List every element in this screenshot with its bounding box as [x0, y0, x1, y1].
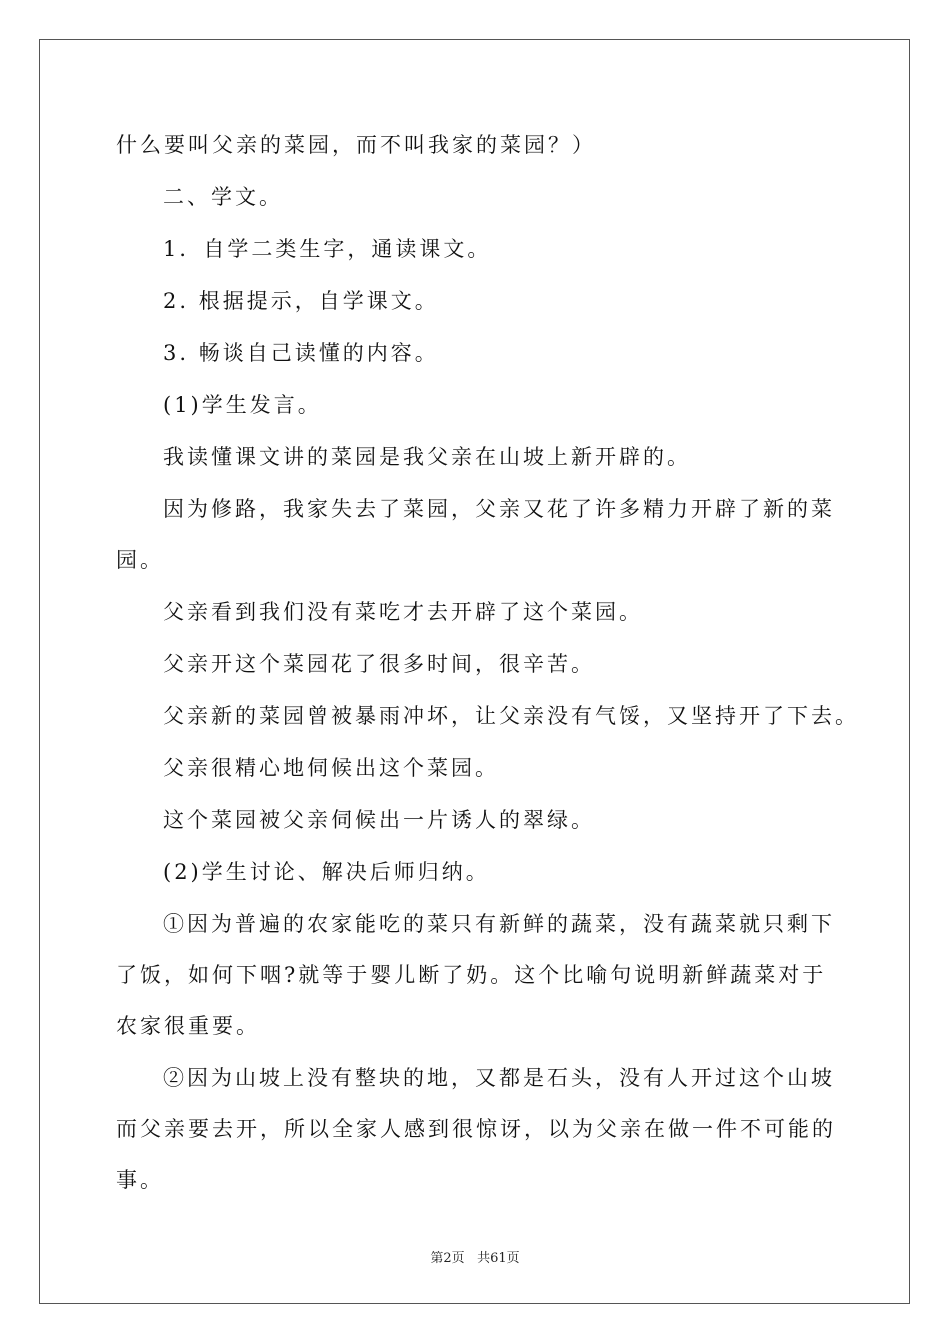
text-line: 而父亲要去开，所以全家人感到很惊讶，以为父亲在做一件不可能的	[116, 1117, 836, 1141]
document-body	[116, 128, 859, 1197]
text-line: 父亲很精心地伺候出这个菜园。	[163, 756, 499, 780]
text-line: 我读懂课文讲的菜园是我父亲在山坡上新开辟的。	[163, 445, 691, 469]
text-line: 父亲开这个菜园花了很多时间，很辛苦。	[163, 652, 595, 676]
text-line: ①因为普遍的农家能吃的菜只有新鲜的蔬菜，没有蔬菜就只剩下	[163, 912, 835, 936]
text-line: (1)学生发言。	[163, 393, 322, 417]
text-line: 父亲新的菜园曾被暴雨冲坏，让父亲没有气馁，又坚持开了下去。	[163, 704, 859, 728]
text-line: 2. 根据提示，自学课文。	[163, 289, 439, 313]
page-footer	[0, 1247, 950, 1266]
text-line: 事。	[116, 1168, 164, 1192]
text-line: 因为修路，我家失去了菜园，父亲又花了许多精力开辟了新的菜	[163, 497, 835, 521]
section-heading: 二、学文。	[163, 185, 283, 209]
text-line: 这个菜园被父亲伺候出一片诱人的翠绿。	[163, 808, 595, 832]
page-total: 共61页	[477, 1251, 520, 1266]
text-line: 什么要叫父亲的菜园，而不叫我家的菜园？）	[116, 133, 596, 157]
text-line: 农家很重要。	[116, 1014, 260, 1038]
text-line: 了饭，如何下咽?就等于婴儿断了奶。这个比喻句说明新鲜蔬菜对于	[116, 963, 827, 987]
text-line: ②因为山坡上没有整块的地，又都是石头，没有人开过这个山坡	[163, 1066, 835, 1090]
text-line: 园。	[116, 548, 164, 572]
text-line: 1．自学二类生字，通读课文。	[163, 237, 492, 261]
text-line: 父亲看到我们没有菜吃才去开辟了这个菜园。	[163, 600, 643, 624]
page-number: 第2页	[430, 1251, 465, 1266]
text-line: 3. 畅谈自己读懂的内容。	[163, 341, 439, 365]
text-line: (2)学生讨论、解决后师归纳。	[163, 860, 490, 884]
